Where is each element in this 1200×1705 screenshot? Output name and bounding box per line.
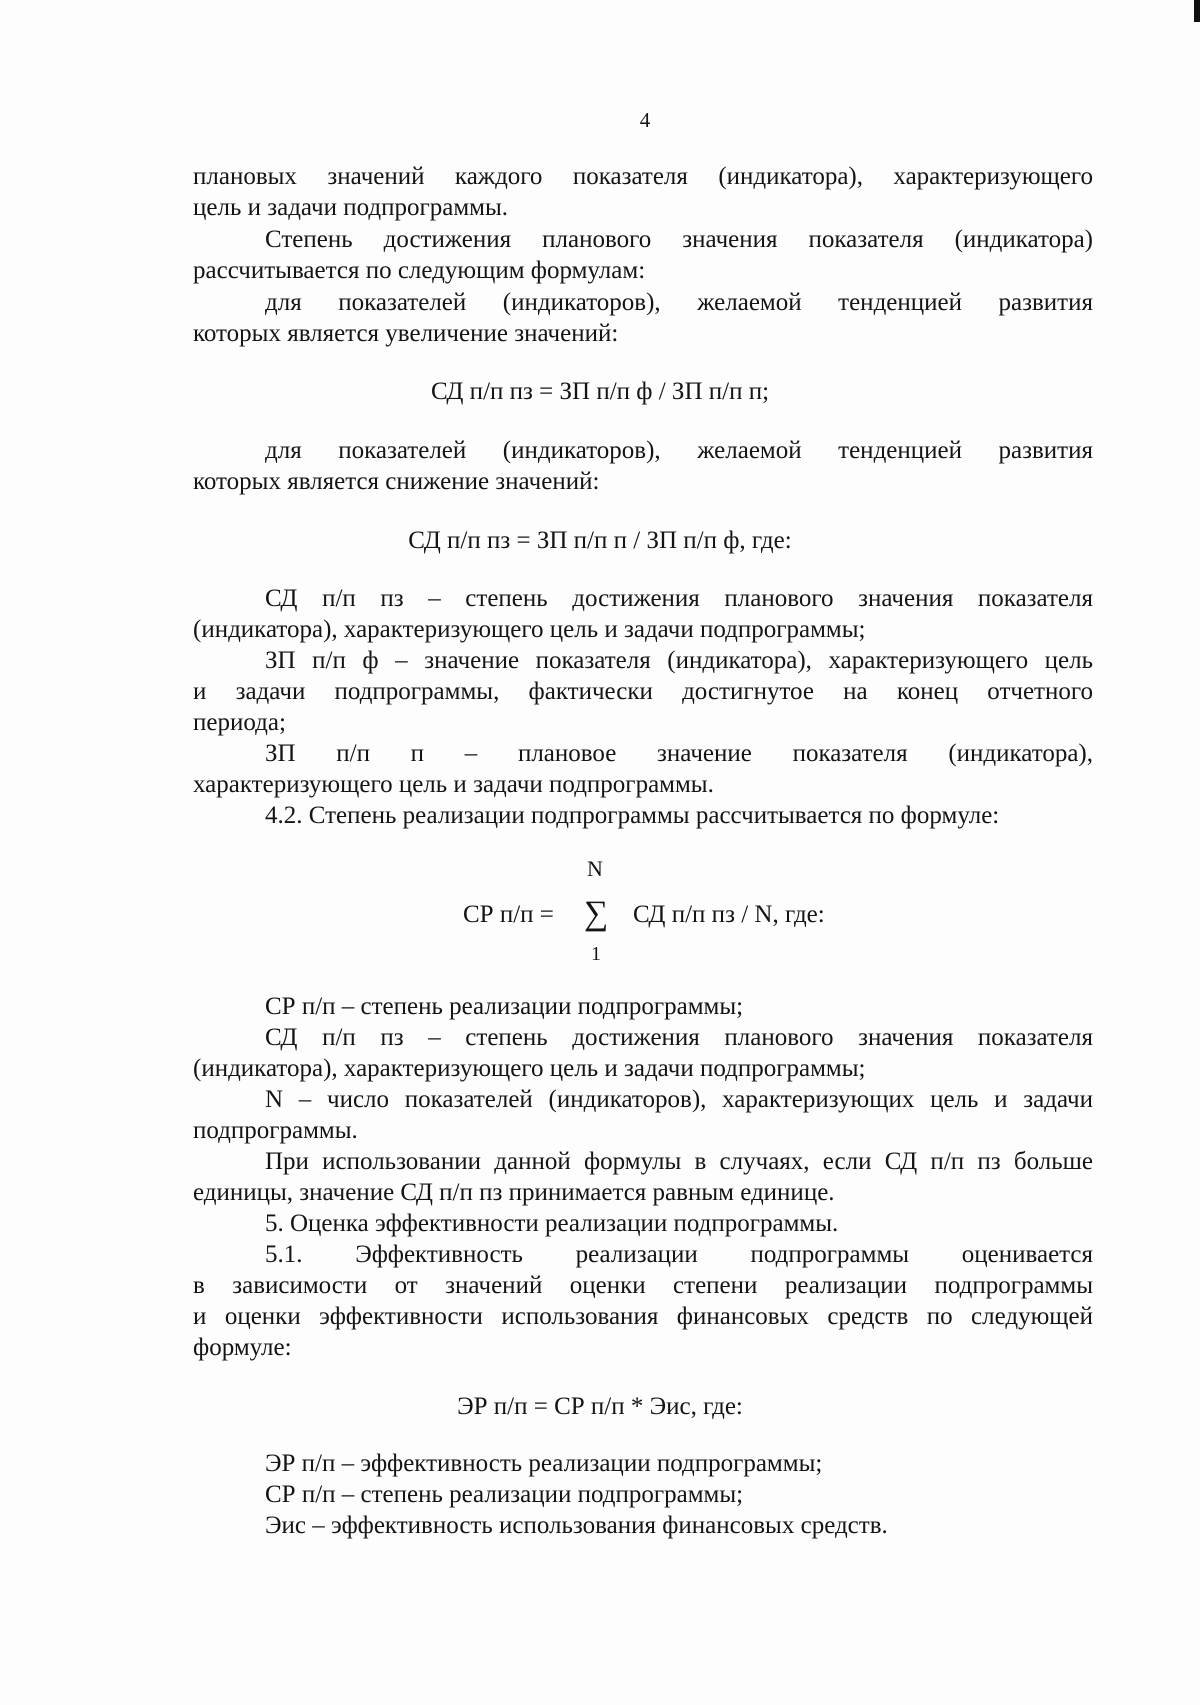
text-line: СР п/п – степень реализации подпрограммы; xyxy=(265,993,744,1020)
text-line: цель и задачи подпрограммы. xyxy=(193,194,509,221)
text-line: СД п/п пз – степень достижения планового значения показателя xyxy=(265,1024,1093,1051)
text-line: (индикатора), характеризующего цель и задачи подпрограммы; xyxy=(193,616,866,643)
text-line: периода; xyxy=(193,709,286,736)
text-line: N – число показателей (индикаторов), характеризующих цель и задачи xyxy=(265,1086,1093,1113)
text-line: которых является увеличение значений: xyxy=(193,320,619,347)
formula-increase: СД п/п пз = ЗП п/п ф / ЗП п/п п; xyxy=(430,378,770,405)
text-line: 4.2. Степень реализации подпрограммы рассчитывается по формуле: xyxy=(265,802,1000,829)
text-line: Степень достижения планового значения показателя (индикатора) xyxy=(265,226,1093,253)
text-line: которых является снижение значений: xyxy=(193,468,600,495)
text-line: формуле: xyxy=(193,1334,292,1361)
scan-edge-mark xyxy=(1194,0,1200,22)
text-line: СД п/п пз – степень достижения планового значения показателя xyxy=(265,585,1093,612)
text-line: 5. Оценка эффективности реализации подпрограммы. xyxy=(265,1210,839,1237)
text-line: СР п/п – степень реализации подпрограммы; xyxy=(265,1481,744,1508)
sum-upper-limit: N xyxy=(587,856,603,881)
text-line: При использовании данной формулы в случаях, если СД п/п пз больше xyxy=(265,1148,1093,1175)
text-line: единицы, значение СД п/п пз принимается равным единице. xyxy=(193,1179,835,1206)
text-line: ЗП п/п ф – значение показателя (индикатора), характеризующего цель xyxy=(265,647,1093,674)
text-line: и оценки эффективности использования финансовых средств по следующей xyxy=(193,1303,1093,1330)
sum-formula-right: СД п/п пз / N, где: xyxy=(633,901,825,928)
text-line: Эис – эффективность использования финансовых средств. xyxy=(265,1512,888,1539)
sum-sign: ∑ xyxy=(584,895,609,932)
sum-formula-left: СР п/п = xyxy=(463,901,554,928)
text-line: для показателей (индикаторов), желаемой тенденцией развития xyxy=(265,437,1093,464)
page-number: 4 xyxy=(639,108,651,132)
text-line: рассчитывается по следующим формулам: xyxy=(193,257,646,284)
text-line: (индикатора), характеризующего цель и задачи подпрограммы; xyxy=(193,1055,866,1082)
text-line: 5.1. Эффективность реализации подпрограммы оценивается xyxy=(265,1241,1093,1268)
text-line: и задачи подпрограммы, фактически достигнутое на конец отчетного xyxy=(193,678,1093,705)
text-line: ЭР п/п – эффективность реализации подпрограммы; xyxy=(265,1450,823,1477)
sum-formula xyxy=(0,856,1200,966)
text-line: ЗП п/п п – плановое значение показателя (индикатора), xyxy=(265,740,1093,767)
text-line: плановых значений каждого показателя (индикатора), характеризующего xyxy=(193,163,1093,190)
text-line: для показателей (индикаторов), желаемой тенденцией развития xyxy=(265,289,1093,316)
formula-efficiency: ЭР п/п = СР п/п * Эис, где: xyxy=(457,1393,743,1420)
text-line: в зависимости от значений оценки степени реализации подпрограммы xyxy=(193,1272,1093,1299)
sum-lower-limit: 1 xyxy=(591,943,601,965)
text-line: характеризующего цель и задачи подпрограммы. xyxy=(193,771,714,798)
text-line: подпрограммы. xyxy=(193,1117,358,1144)
formula-decrease: СД п/п пз = ЗП п/п п / ЗП п/п ф, где: xyxy=(408,527,792,554)
